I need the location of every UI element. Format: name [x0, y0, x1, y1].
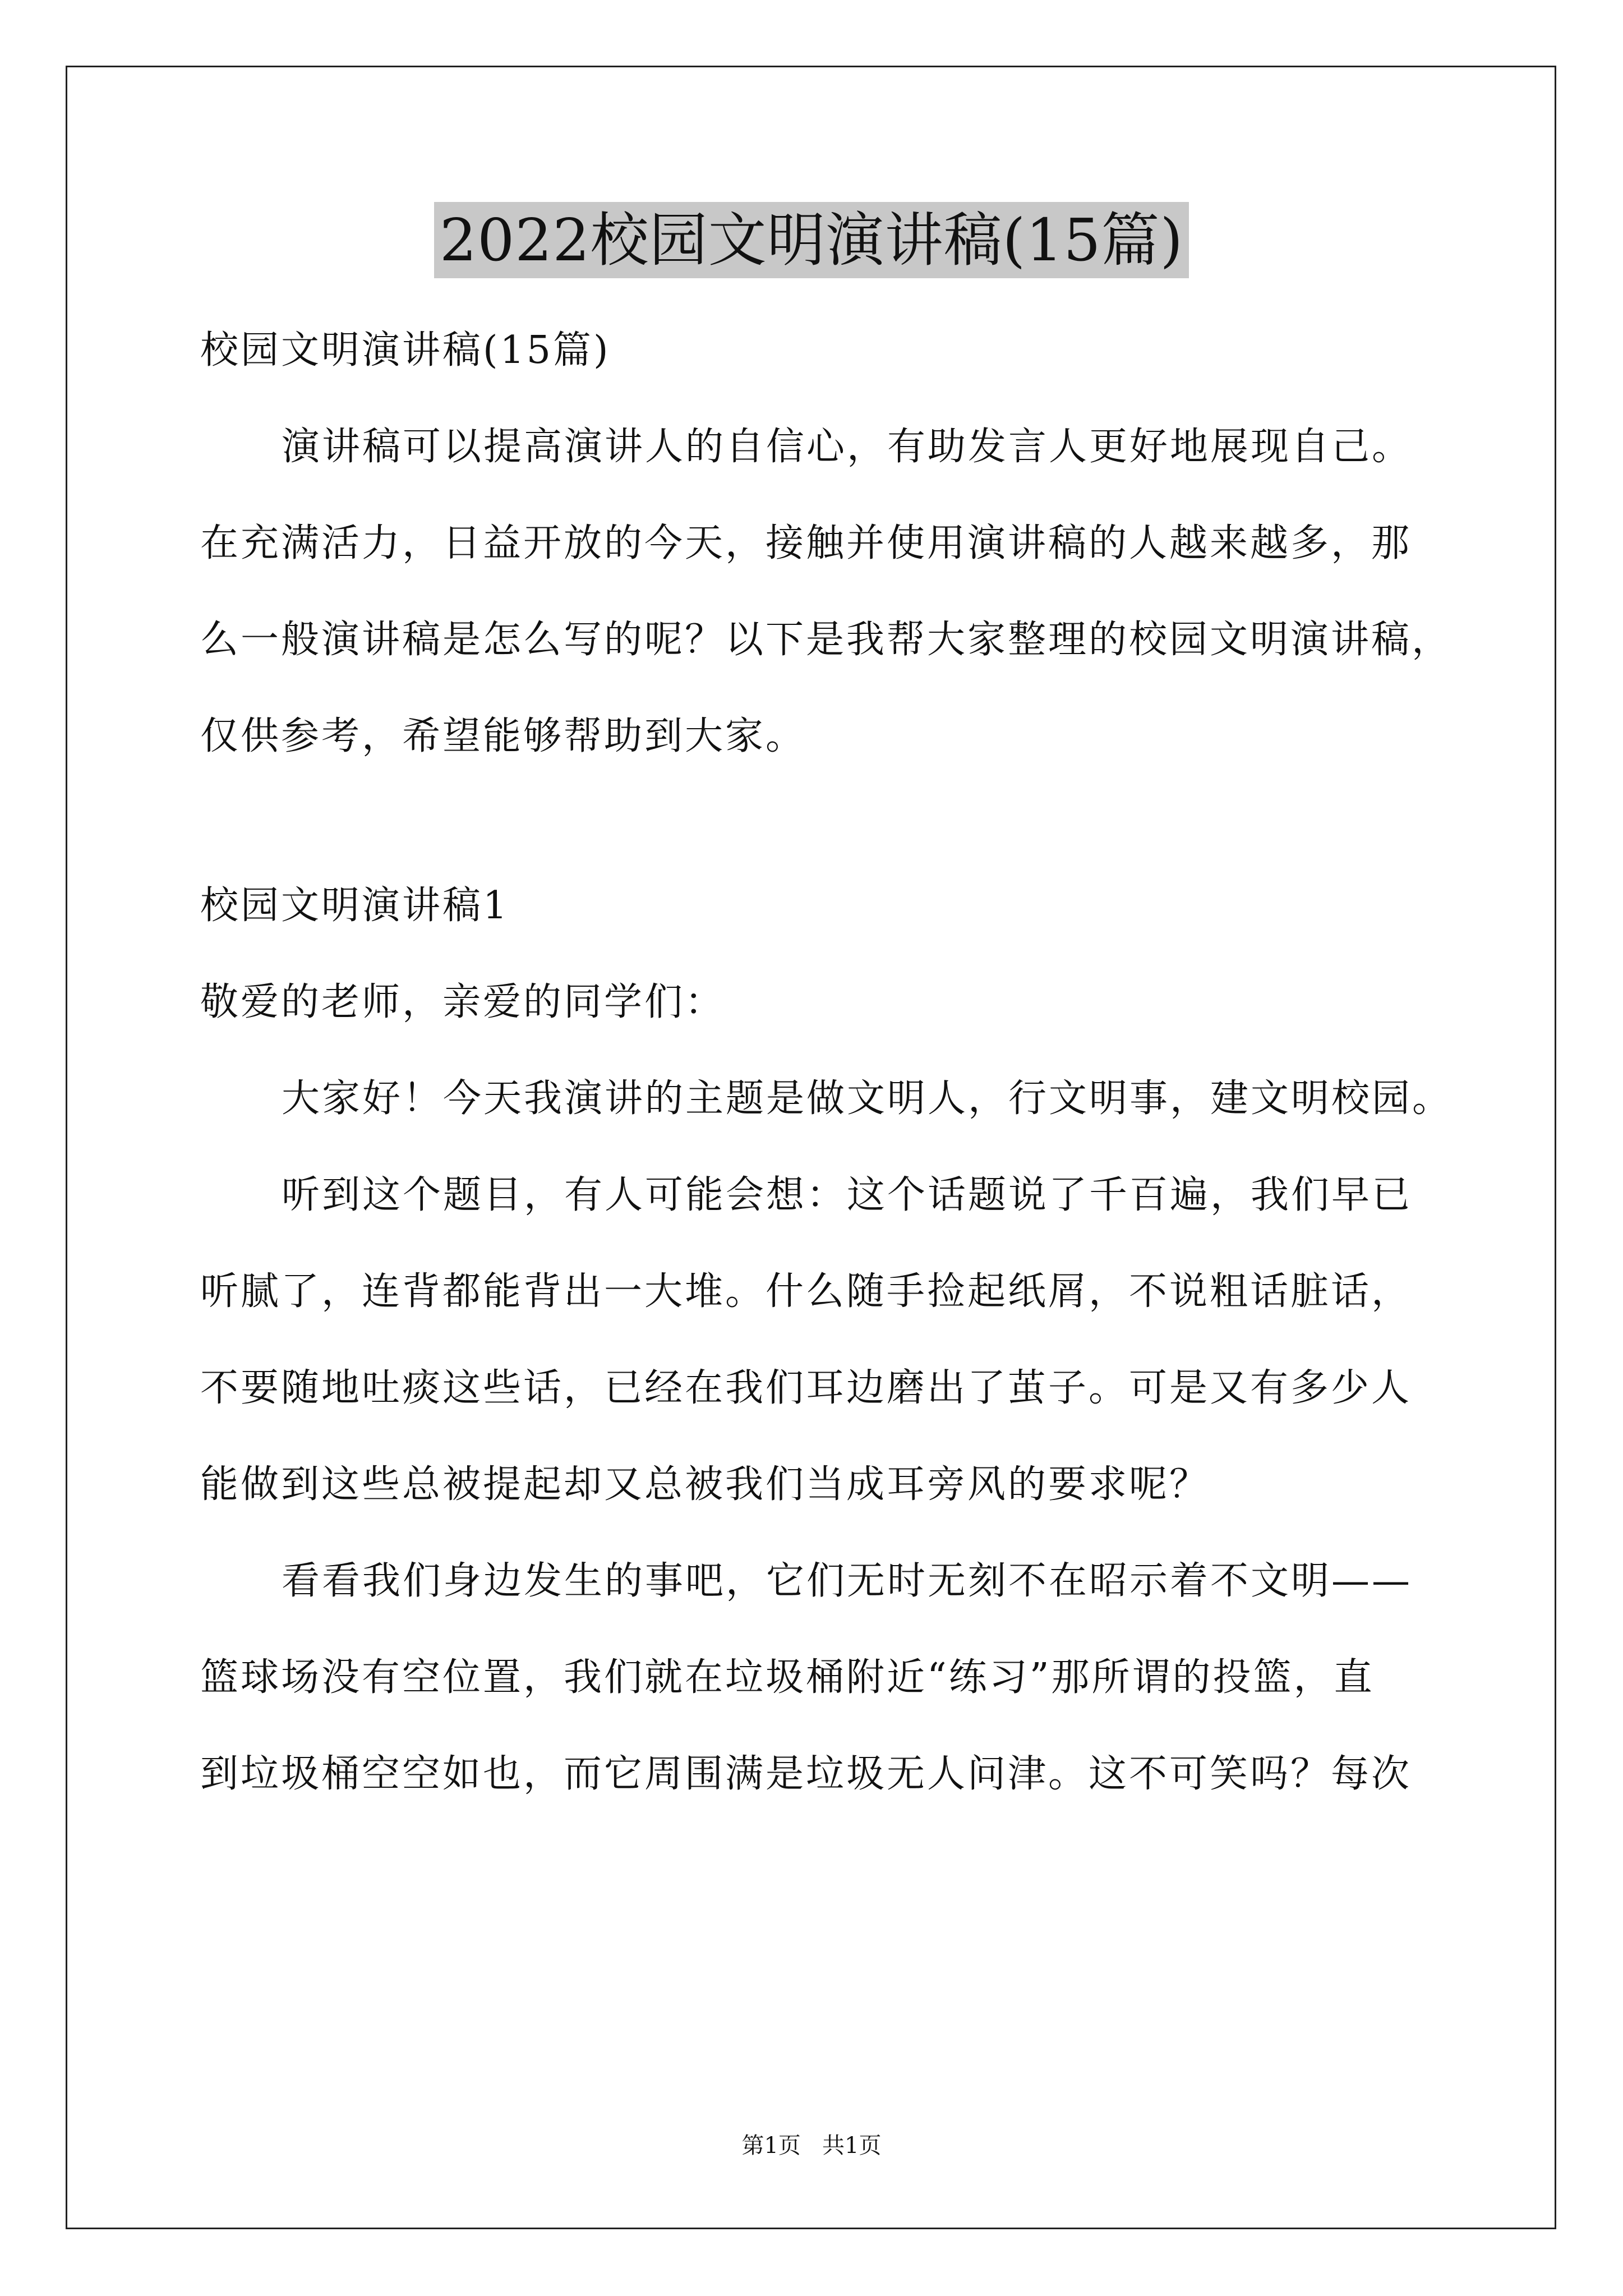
body-text-line: 看看我们身边发生的事吧，它们无时无刻不在昭示着不文明—— — [282, 1559, 1413, 1603]
body-text-line: 听腻了，连背都能背出一大堆。什么随手捡起纸屑，不说粗话脏话， — [200, 1269, 1412, 1314]
body-text-line: 到垃圾桶空空如也，而它周围满是垃圾无人问津。这不可笑吗？每次 — [200, 1752, 1412, 1796]
body-text-line: 篮球场没有空位置，我们就在垃圾桶附近“练习”那所谓的投篮，直 — [200, 1655, 1375, 1700]
document-body — [200, 317, 1484, 1837]
body-text-line: 校园文明演讲稿(15篇) — [200, 328, 611, 372]
body-text-line: 敬爱的老师，亲爱的同学们： — [200, 980, 726, 1024]
body-text-line: 在充满活力，日益开放的今天，接触并使用演讲稿的人越来越多，那 — [200, 521, 1412, 565]
page-footer: 第1页 共1页 — [741, 2133, 882, 2159]
document-title[interactable]: 2022校园文明演讲稿(15篇) — [434, 202, 1189, 278]
body-text-line: 校园文明演讲稿1 — [200, 884, 510, 928]
body-text-line: 不要随地吐痰这些话，已经在我们耳边磨出了茧子。可是又有多少人 — [200, 1366, 1412, 1410]
body-text-line: 听到这个题目，有人可能会想：这个话题说了千百遍，我们早已 — [282, 1173, 1413, 1217]
title-container — [0, 202, 1623, 278]
body-text-line: 么一般演讲稿是怎么写的呢？以下是我帮大家整理的校园文明演讲稿， — [200, 618, 1453, 662]
body-text-line: 演讲稿可以提高演讲人的自信心，有助发言人更好地展现自己。 — [282, 425, 1413, 469]
body-text-line: 能做到这些总被提起却又总被我们当成耳旁风的要求呢？ — [200, 1462, 1210, 1507]
body-text-line: 仅供参考，希望能够帮助到大家。 — [200, 714, 806, 758]
body-text-line: 大家好！今天我演讲的主题是做文明人，行文明事，建文明校园。 — [282, 1076, 1453, 1121]
